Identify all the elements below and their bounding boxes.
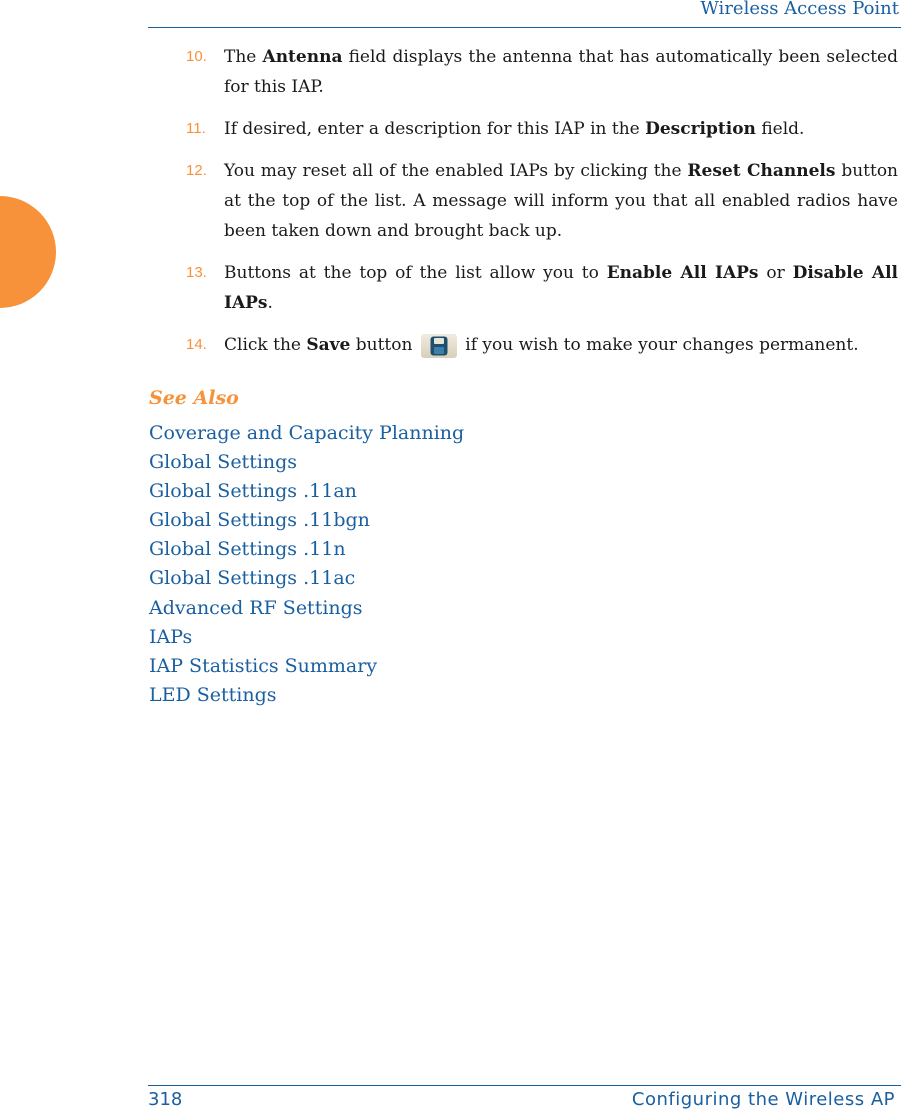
footer-chapter-title: Configuring the Wireless AP (631, 1089, 895, 1110)
step-text: Buttons at the top of the list allow you to Enable All IAPs or Disable All IAPs. (224, 263, 898, 313)
step-number: 14. (186, 336, 207, 353)
step-13 (186, 258, 898, 318)
footer-rule (148, 1085, 901, 1086)
see-also-links (149, 419, 464, 710)
running-header-title: Wireless Access Point (700, 0, 899, 19)
step-text: If desired, enter a description for this IAP in the Description field. (224, 119, 805, 139)
step-12 (186, 156, 898, 246)
step-11 (186, 114, 898, 144)
link-global-settings-11an[interactable]: Global Settings .11an (149, 480, 357, 503)
link-iap-statistics-summary[interactable]: IAP Statistics Summary (149, 654, 378, 677)
step-number: 13. (186, 264, 207, 281)
step-number: 11. (186, 120, 206, 137)
link-led-settings[interactable]: LED Settings (149, 683, 277, 706)
link-global-settings-11bgn[interactable]: Global Settings .11bgn (149, 509, 370, 532)
step-10 (186, 42, 898, 102)
step-14 (186, 330, 898, 360)
link-advanced-rf-settings[interactable]: Advanced RF Settings (149, 596, 363, 619)
step-number: 12. (186, 162, 207, 179)
save-icon (421, 334, 457, 358)
step-number: 10. (186, 48, 207, 65)
step-text: You may reset all of the enabled IAPs by clicking the Reset Channels button at the top of the list. A message will inform you that all enabled radios have been taken down and brought back up. (224, 161, 898, 241)
step-list (186, 42, 898, 360)
chapter-tab-marker (0, 196, 56, 308)
link-global-settings-11n[interactable]: Global Settings .11n (149, 538, 346, 561)
header-rule (148, 27, 901, 28)
link-global-settings-11ac[interactable]: Global Settings .11ac (149, 567, 356, 590)
link-iaps[interactable]: IAPs (149, 625, 193, 648)
step-text: The Antenna field displays the antenna that has automatically been selected for this IAP. (224, 47, 898, 97)
link-global-settings[interactable]: Global Settings (149, 451, 298, 474)
see-also-heading: See Also (149, 387, 239, 409)
step-text: Click the Save button if you wish to make your changes permanent. (224, 330, 898, 360)
page-number: 318 (148, 1089, 183, 1110)
link-coverage-capacity-planning[interactable]: Coverage and Capacity Planning (149, 422, 465, 444)
